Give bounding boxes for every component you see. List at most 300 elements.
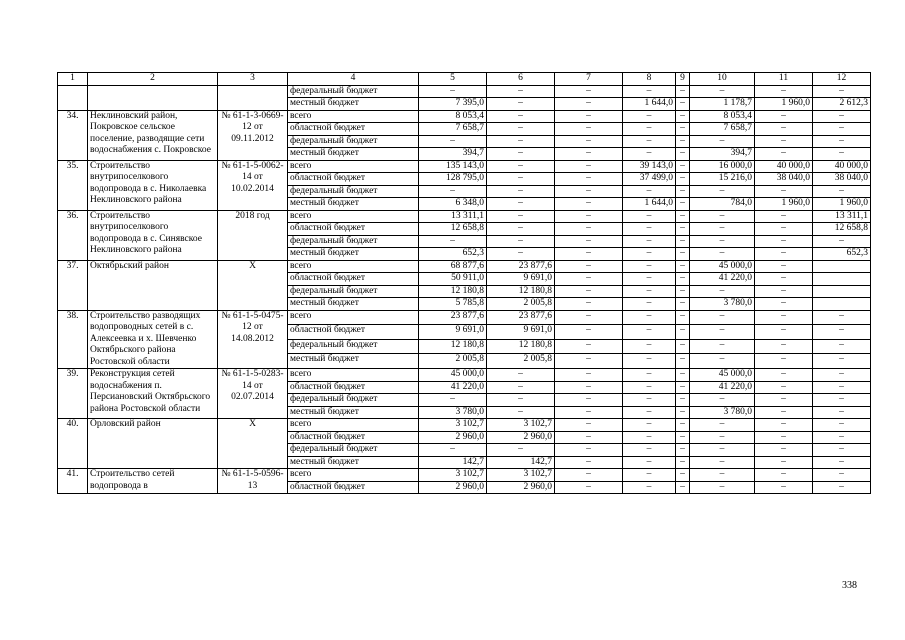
amount-cell: 13 311,1 [419, 210, 487, 223]
amount-cell: 1 644,0 [623, 98, 676, 111]
amount-cell: – [690, 185, 755, 198]
funding-source: областной бюджет [288, 325, 419, 340]
amount-cell: – [755, 456, 813, 469]
amount-cell: – [676, 310, 690, 325]
amount-cell: – [676, 173, 690, 186]
funding-source: местный бюджет [288, 148, 419, 161]
document-ref: № 61-1-3-0669-12 от 09.11.2012 [218, 110, 288, 160]
amount-cell: – [555, 469, 623, 482]
amount-cell: – [623, 456, 676, 469]
amount-cell: 1 960,0 [755, 98, 813, 111]
amount-cell: 45 000,0 [690, 260, 755, 273]
amount-cell: – [487, 369, 555, 382]
amount-cell: 2 960,0 [419, 481, 487, 494]
amount-cell: – [623, 310, 676, 325]
amount-cell: – [755, 248, 813, 261]
amount-cell: 128 795,0 [419, 173, 487, 186]
amount-cell: – [676, 285, 690, 298]
amount-cell: – [813, 369, 871, 382]
column-header: 5 [419, 73, 487, 86]
amount-cell: – [555, 235, 623, 248]
amount-cell: – [555, 248, 623, 261]
amount-cell: – [419, 185, 487, 198]
amount-cell: – [755, 273, 813, 286]
amount-cell: – [555, 223, 623, 236]
amount-cell: – [755, 381, 813, 394]
table-row [58, 160, 871, 173]
amount-cell: – [555, 210, 623, 223]
funding-source: всего [288, 160, 419, 173]
funding-source: федеральный бюджет [288, 85, 419, 98]
amount-cell: 40 000,0 [813, 160, 871, 173]
object-name [88, 85, 218, 110]
amount-cell: 6 348,0 [419, 198, 487, 211]
document-ref: № 61-1-5-0062-14 от 10.02.2014 [218, 160, 288, 210]
amount-cell: 41 220,0 [419, 381, 487, 394]
row-number: 34. [58, 110, 88, 160]
amount-cell: – [755, 223, 813, 236]
amount-cell: – [555, 160, 623, 173]
object-name: Строительство внутрипоселкового водопровода в с. Синявское Неклиновского района [88, 210, 218, 260]
amount-cell: – [690, 481, 755, 494]
amount-cell: 37 499,0 [623, 173, 676, 186]
amount-cell: – [813, 325, 871, 340]
amount-cell: – [690, 469, 755, 482]
amount-cell: 39 143,0 [623, 160, 676, 173]
amount-cell: 38 040,0 [755, 173, 813, 186]
amount-cell: – [676, 235, 690, 248]
row-number: 35. [58, 160, 88, 210]
amount-cell: – [623, 444, 676, 457]
amount-cell: 3 102,7 [419, 419, 487, 432]
amount-cell: – [755, 135, 813, 148]
amount-cell: – [690, 285, 755, 298]
amount-cell [813, 285, 871, 298]
table-row [58, 419, 871, 432]
amount-cell: – [755, 339, 813, 354]
amount-cell: – [487, 406, 555, 419]
funding-source: федеральный бюджет [288, 185, 419, 198]
funding-source: федеральный бюджет [288, 339, 419, 354]
amount-cell: – [555, 285, 623, 298]
amount-cell: – [676, 223, 690, 236]
amount-cell: – [555, 123, 623, 136]
funding-source: всего [288, 469, 419, 482]
amount-cell: – [813, 135, 871, 148]
amount-cell: – [487, 110, 555, 123]
amount-cell: – [487, 248, 555, 261]
amount-cell: – [555, 381, 623, 394]
row-number: 36. [58, 210, 88, 260]
column-header: 10 [690, 73, 755, 86]
amount-cell: – [555, 173, 623, 186]
amount-cell: – [555, 135, 623, 148]
amount-cell: – [755, 185, 813, 198]
amount-cell: – [755, 431, 813, 444]
amount-cell: – [690, 248, 755, 261]
amount-cell: – [555, 85, 623, 98]
amount-cell: – [755, 394, 813, 407]
amount-cell: 3 102,7 [487, 419, 555, 432]
amount-cell: – [555, 419, 623, 432]
amount-cell: – [676, 325, 690, 340]
amount-cell: – [623, 248, 676, 261]
table-row [58, 85, 871, 98]
funding-source: областной бюджет [288, 123, 419, 136]
amount-cell: 1 644,0 [623, 198, 676, 211]
row-number [58, 85, 88, 110]
amount-cell: – [555, 185, 623, 198]
amount-cell: 1 178,7 [690, 98, 755, 111]
amount-cell: – [813, 431, 871, 444]
amount-cell: – [755, 110, 813, 123]
amount-cell: 8 053,4 [419, 110, 487, 123]
amount-cell: – [813, 394, 871, 407]
amount-cell: – [487, 223, 555, 236]
column-header: 9 [676, 73, 690, 86]
funding-source: областной бюджет [288, 273, 419, 286]
column-header: 1 [58, 73, 88, 86]
amount-cell: – [676, 123, 690, 136]
amount-cell: – [676, 369, 690, 382]
column-header: 11 [755, 73, 813, 86]
amount-cell: – [676, 248, 690, 261]
amount-cell: – [690, 444, 755, 457]
amount-cell: 5 785,8 [419, 298, 487, 311]
funding-source: областной бюджет [288, 173, 419, 186]
funding-source: федеральный бюджет [288, 235, 419, 248]
amount-cell: – [555, 431, 623, 444]
amount-cell: – [487, 85, 555, 98]
funding-source: всего [288, 260, 419, 273]
amount-cell: 9 691,0 [487, 325, 555, 340]
amount-cell: – [690, 135, 755, 148]
amount-cell: 2 005,8 [487, 354, 555, 369]
funding-source: всего [288, 110, 419, 123]
amount-cell: 23 877,6 [487, 260, 555, 273]
table-row [58, 310, 871, 325]
document-sheet [57, 72, 870, 494]
amount-cell: 652,3 [419, 248, 487, 261]
amount-cell: – [690, 456, 755, 469]
amount-cell: – [676, 419, 690, 432]
column-header: 8 [623, 73, 676, 86]
column-header: 7 [555, 73, 623, 86]
amount-cell: – [623, 273, 676, 286]
amount-cell: 9 691,0 [419, 325, 487, 340]
amount-cell: – [419, 135, 487, 148]
document-ref: № 61-1-5-0283-14 от 02.07.2014 [218, 369, 288, 419]
amount-cell: 8 053,4 [690, 110, 755, 123]
amount-cell: 40 000,0 [755, 160, 813, 173]
amount-cell: 12 658,8 [419, 223, 487, 236]
amount-cell: 7 658,7 [690, 123, 755, 136]
amount-cell: 41 220,0 [690, 273, 755, 286]
amount-cell: – [555, 406, 623, 419]
column-header: 12 [813, 73, 871, 86]
amount-cell: – [555, 98, 623, 111]
amount-cell: – [690, 310, 755, 325]
budget-table [57, 72, 871, 494]
amount-cell: 1 960,0 [813, 198, 871, 211]
amount-cell: – [676, 298, 690, 311]
amount-cell: – [813, 481, 871, 494]
amount-cell: – [555, 260, 623, 273]
funding-source: областной бюджет [288, 481, 419, 494]
funding-source: федеральный бюджет [288, 285, 419, 298]
funding-source: федеральный бюджет [288, 135, 419, 148]
amount-cell: 12 180,8 [419, 339, 487, 354]
object-name: Орловский район [88, 419, 218, 469]
document-ref: Х [218, 260, 288, 310]
amount-cell: – [676, 339, 690, 354]
amount-cell: 2 960,0 [487, 481, 555, 494]
column-header: 2 [88, 73, 218, 86]
amount-cell: – [755, 148, 813, 161]
document-ref: № 61-1-5-0596-13 [218, 469, 288, 494]
amount-cell: – [690, 339, 755, 354]
amount-cell: – [676, 85, 690, 98]
funding-source: местный бюджет [288, 98, 419, 111]
amount-cell: – [755, 325, 813, 340]
amount-cell: – [555, 369, 623, 382]
amount-cell: 2 612,3 [813, 98, 871, 111]
amount-cell: – [690, 394, 755, 407]
amount-cell: – [813, 469, 871, 482]
amount-cell: 12 180,8 [419, 285, 487, 298]
document-ref: Х [218, 419, 288, 469]
amount-cell: 38 040,0 [813, 173, 871, 186]
funding-source: местный бюджет [288, 298, 419, 311]
amount-cell: – [623, 110, 676, 123]
amount-cell: 7 395,0 [419, 98, 487, 111]
funding-source: всего [288, 419, 419, 432]
amount-cell: – [623, 431, 676, 444]
amount-cell: – [755, 444, 813, 457]
amount-cell: 2 960,0 [487, 431, 555, 444]
amount-cell: – [755, 260, 813, 273]
amount-cell: – [419, 394, 487, 407]
document-ref: № 61-1-5-0475-12 от 14.08.2012 [218, 310, 288, 369]
amount-cell: – [755, 481, 813, 494]
row-number: 40. [58, 419, 88, 469]
funding-source: местный бюджет [288, 354, 419, 369]
amount-cell: 3 780,0 [690, 298, 755, 311]
table-row [58, 260, 871, 273]
amount-cell: – [487, 160, 555, 173]
funding-source: всего [288, 210, 419, 223]
amount-cell: – [487, 173, 555, 186]
amount-cell: – [813, 354, 871, 369]
amount-cell: – [676, 431, 690, 444]
amount-cell: 394,7 [419, 148, 487, 161]
amount-cell: – [676, 198, 690, 211]
row-number: 38. [58, 310, 88, 369]
amount-cell: – [419, 85, 487, 98]
amount-cell: 13 311,1 [813, 210, 871, 223]
amount-cell: – [623, 148, 676, 161]
amount-cell: – [690, 325, 755, 340]
amount-cell: 2 960,0 [419, 431, 487, 444]
amount-cell: – [555, 394, 623, 407]
amount-cell: – [813, 85, 871, 98]
amount-cell: – [676, 110, 690, 123]
amount-cell: – [813, 235, 871, 248]
amount-cell: – [555, 148, 623, 161]
amount-cell: – [676, 444, 690, 457]
amount-cell: 12 180,8 [487, 339, 555, 354]
header-row [58, 73, 871, 86]
amount-cell: – [690, 235, 755, 248]
amount-cell: – [755, 235, 813, 248]
amount-cell: – [487, 444, 555, 457]
amount-cell: – [487, 235, 555, 248]
row-number: 41. [58, 469, 88, 494]
funding-source: областной бюджет [288, 381, 419, 394]
object-name: Строительство сетей водопровода в [88, 469, 218, 494]
amount-cell: – [813, 185, 871, 198]
object-name: Строительство разводящих водопроводных сетей в с. Алексеевка и х. Шевченко Октябрьского района Ростовской области [88, 310, 218, 369]
column-header: 3 [218, 73, 288, 86]
amount-cell: – [487, 123, 555, 136]
amount-cell: – [676, 354, 690, 369]
table-row [58, 369, 871, 382]
amount-cell: 41 220,0 [690, 381, 755, 394]
amount-cell: 2 005,8 [419, 354, 487, 369]
amount-cell: – [623, 135, 676, 148]
amount-cell: – [676, 260, 690, 273]
amount-cell: 652,3 [813, 248, 871, 261]
amount-cell: – [419, 444, 487, 457]
object-name: Неклиновский район, Покровское сельское поселение, разводящие сети водоснабжения с. Покровское [88, 110, 218, 160]
amount-cell: – [487, 98, 555, 111]
amount-cell: 3 102,7 [487, 469, 555, 482]
amount-cell: – [676, 98, 690, 111]
amount-cell: 1 960,0 [755, 198, 813, 211]
amount-cell: – [676, 185, 690, 198]
amount-cell: – [676, 273, 690, 286]
amount-cell: – [755, 419, 813, 432]
funding-source: областной бюджет [288, 223, 419, 236]
amount-cell: – [623, 481, 676, 494]
amount-cell: – [623, 223, 676, 236]
amount-cell: – [755, 406, 813, 419]
amount-cell: – [623, 185, 676, 198]
amount-cell: 12 180,8 [487, 285, 555, 298]
funding-source: областной бюджет [288, 431, 419, 444]
page-number: 338 [842, 580, 857, 591]
amount-cell: 142,7 [419, 456, 487, 469]
amount-cell: – [487, 148, 555, 161]
amount-cell: – [813, 456, 871, 469]
amount-cell: – [623, 394, 676, 407]
amount-cell: – [623, 260, 676, 273]
amount-cell [813, 260, 871, 273]
funding-source: всего [288, 369, 419, 382]
document-ref: 2018 год [218, 210, 288, 260]
amount-cell: – [555, 325, 623, 340]
amount-cell: – [813, 339, 871, 354]
amount-cell: – [813, 406, 871, 419]
amount-cell: 45 000,0 [419, 369, 487, 382]
amount-cell: 16 000,0 [690, 160, 755, 173]
amount-cell: – [690, 223, 755, 236]
amount-cell: – [555, 198, 623, 211]
row-number: 37. [58, 260, 88, 310]
amount-cell: – [676, 469, 690, 482]
table-row [58, 110, 871, 123]
object-name: Реконструкция сетей водоснабжения п. Персиановский Октябрьского района Ростовской области [88, 369, 218, 419]
amount-cell: 135 143,0 [419, 160, 487, 173]
amount-cell: 9 691,0 [487, 273, 555, 286]
amount-cell: – [755, 298, 813, 311]
amount-cell: 68 877,6 [419, 260, 487, 273]
amount-cell: – [623, 298, 676, 311]
amount-cell: – [623, 406, 676, 419]
amount-cell: – [623, 235, 676, 248]
amount-cell: – [755, 210, 813, 223]
amount-cell: – [755, 123, 813, 136]
column-header: 6 [487, 73, 555, 86]
amount-cell [813, 298, 871, 311]
table-row [58, 469, 871, 482]
amount-cell: 142,7 [487, 456, 555, 469]
amount-cell: – [487, 185, 555, 198]
amount-cell: – [555, 354, 623, 369]
amount-cell: 2 005,8 [487, 298, 555, 311]
amount-cell: – [676, 394, 690, 407]
amount-cell: 3 780,0 [419, 406, 487, 419]
amount-cell: – [623, 354, 676, 369]
amount-cell: – [813, 444, 871, 457]
amount-cell: 23 877,6 [487, 310, 555, 325]
amount-cell: – [623, 210, 676, 223]
amount-cell: – [676, 456, 690, 469]
amount-cell: 45 000,0 [690, 369, 755, 382]
amount-cell: 50 911,0 [419, 273, 487, 286]
amount-cell: – [813, 381, 871, 394]
amount-cell: 7 658,7 [419, 123, 487, 136]
amount-cell: – [555, 298, 623, 311]
amount-cell: – [555, 110, 623, 123]
funding-source: местный бюджет [288, 248, 419, 261]
object-name: Строительство внутрипоселкового водопровода в с. Николаевка Неклиновского района [88, 160, 218, 210]
amount-cell: – [690, 210, 755, 223]
amount-cell: – [813, 310, 871, 325]
amount-cell: – [623, 285, 676, 298]
amount-cell: – [755, 85, 813, 98]
amount-cell: 784,0 [690, 198, 755, 211]
funding-source: всего [288, 310, 419, 325]
amount-cell: 12 658,8 [813, 223, 871, 236]
funding-source: местный бюджет [288, 456, 419, 469]
amount-cell: – [755, 369, 813, 382]
funding-source: местный бюджет [288, 198, 419, 211]
amount-cell: – [555, 444, 623, 457]
amount-cell: – [690, 85, 755, 98]
amount-cell: – [623, 85, 676, 98]
amount-cell: – [755, 469, 813, 482]
amount-cell: – [555, 310, 623, 325]
amount-cell: – [676, 406, 690, 419]
amount-cell: – [555, 456, 623, 469]
amount-cell: – [487, 198, 555, 211]
document-ref [218, 85, 288, 110]
table-row [58, 210, 871, 223]
amount-cell: – [676, 381, 690, 394]
funding-source: федеральный бюджет [288, 394, 419, 407]
object-name: Октябрьский район [88, 260, 218, 310]
